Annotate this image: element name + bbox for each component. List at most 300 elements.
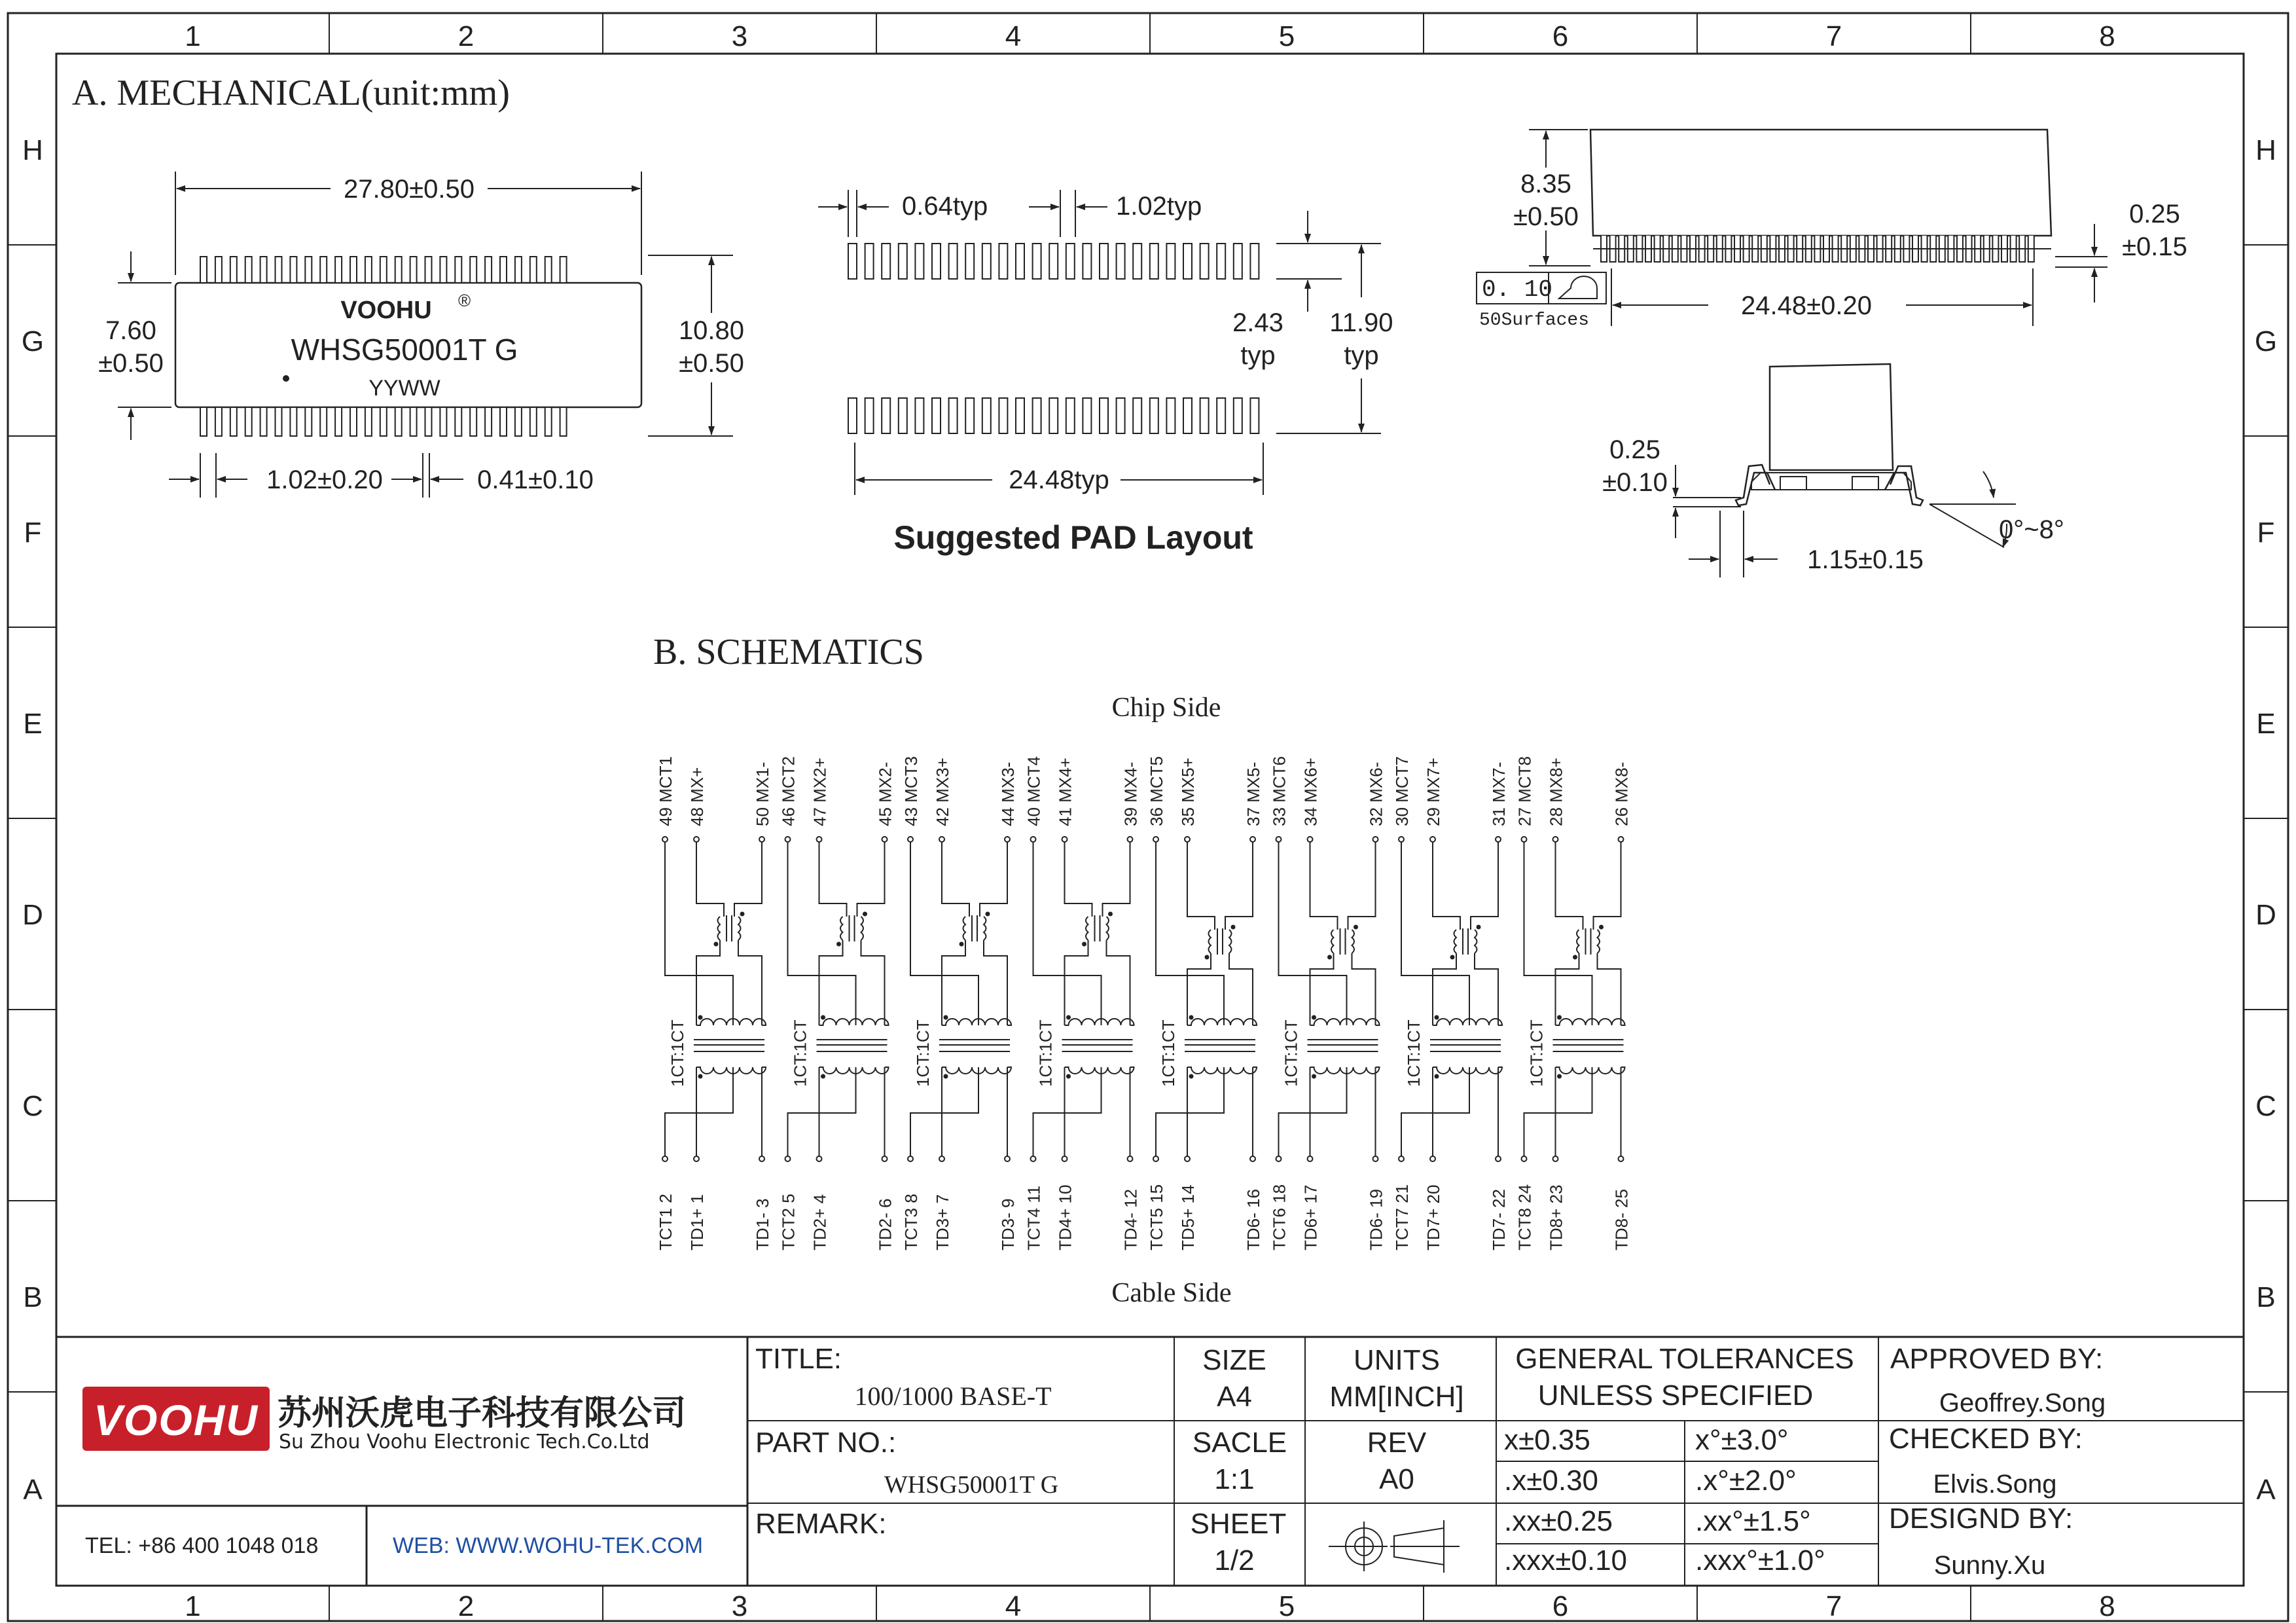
top-pin — [515, 257, 522, 283]
transformer-primary — [1065, 1019, 1134, 1025]
top-view — [98, 172, 744, 498]
pin-terminal — [759, 1156, 764, 1161]
pin-terminal — [1185, 1156, 1190, 1161]
pad-top — [848, 244, 857, 279]
zone-column-label: 5 — [1278, 20, 1295, 52]
polarity-dot — [1327, 955, 1332, 960]
part-no-label: PART NO.: — [755, 1427, 897, 1459]
top-pin — [560, 257, 567, 283]
flatness-icon — [1559, 276, 1597, 299]
pin-terminal — [1276, 837, 1282, 842]
zone-row-label: E — [2256, 708, 2276, 740]
pin-terminal — [1430, 837, 1435, 842]
standoff-tol: ±0.15 — [2122, 232, 2187, 261]
pin-terminal — [1430, 1156, 1435, 1161]
coplanarity-note: 50Surfaces — [1479, 310, 1590, 331]
bottom-pin — [350, 407, 357, 436]
tolerance-cell: .x°±2.0° — [1695, 1465, 1797, 1497]
top-pin — [545, 257, 552, 283]
remark-label: REMARK: — [755, 1508, 887, 1540]
pin-terminal — [1250, 1156, 1255, 1161]
pad-bottom — [1234, 398, 1242, 433]
chip-pin-label: 35 MX5+ — [1178, 757, 1198, 826]
wire — [1348, 842, 1376, 930]
zone-column-label: 6 — [1552, 1590, 1569, 1622]
wire — [1471, 842, 1498, 930]
overall-height-dimension — [648, 255, 733, 436]
cable-pin-label: TCT3 8 — [901, 1194, 921, 1250]
company-web[interactable]: WEB: WWW.WOHU-TEK.COM — [393, 1533, 704, 1558]
ratio-label: 1CT:1CT — [1526, 1019, 1547, 1087]
bottom-pin — [230, 407, 237, 436]
pin-terminal — [1522, 837, 1527, 842]
row-span-typ: typ — [1344, 341, 1379, 370]
pin-terminal — [1522, 1156, 1527, 1161]
schematic-channels — [656, 756, 1632, 1250]
zone-row-label: E — [23, 708, 43, 740]
zone-row-label: G — [2254, 325, 2278, 357]
bottom-pin — [560, 407, 567, 436]
pad-layout — [818, 190, 1393, 556]
polarity-dot — [714, 942, 719, 947]
pin-terminal — [1276, 1156, 1282, 1161]
zone-column-label: 1 — [185, 1590, 201, 1622]
pin-terminal — [1153, 1156, 1158, 1161]
pad-top — [899, 244, 907, 279]
cmc-coil — [1352, 930, 1355, 953]
wire — [734, 842, 762, 917]
polarity-dot — [944, 1015, 948, 1020]
zone-column-label: 4 — [1005, 20, 1022, 52]
pad-bottom — [1117, 398, 1125, 433]
pin-terminal — [759, 837, 764, 842]
polarity-dot — [1599, 925, 1604, 930]
polarity-dot — [944, 1074, 948, 1079]
polarity-dot — [1312, 1015, 1316, 1020]
zone-row-label: G — [21, 325, 45, 357]
cmc-coil — [1454, 930, 1457, 953]
pad-top — [999, 244, 1007, 279]
side-height-value: 8.35 — [1520, 170, 1571, 198]
polarity-dot — [1450, 955, 1455, 960]
projection-symbol-icon — [1329, 1520, 1460, 1573]
wire — [1310, 842, 1338, 930]
zone-column-label: 7 — [1825, 1590, 1842, 1622]
zone-row-label: D — [2255, 899, 2276, 931]
bottom-pin — [395, 407, 402, 436]
pin-terminal — [1005, 1156, 1010, 1161]
rev-label: REV — [1367, 1427, 1427, 1459]
pin-terminal — [1062, 1156, 1067, 1161]
chip-pin-label: 39 MX4- — [1121, 761, 1141, 826]
mechanical-title: A. MECHANICAL(unit:mm) — [72, 73, 510, 113]
cable-pin-label: TD7+ 20 — [1424, 1184, 1443, 1250]
cable-pin-label: TD4+ 10 — [1055, 1184, 1075, 1250]
cmc-coil — [984, 917, 986, 940]
wire — [696, 842, 724, 917]
title-block — [56, 1337, 2244, 1586]
wire — [1065, 940, 1088, 1025]
polarity-dot — [1557, 1074, 1562, 1079]
pin-terminal — [662, 837, 668, 842]
wire — [980, 842, 1007, 917]
wire — [857, 842, 885, 917]
wire — [1033, 842, 1102, 1025]
wire — [1279, 842, 1347, 1025]
body-datecode: YYWW — [368, 376, 440, 401]
side-body — [1590, 130, 2051, 236]
wire — [1107, 940, 1130, 1025]
zone-row-label: A — [23, 1474, 43, 1506]
row-span-value: 11.90 — [1329, 308, 1393, 337]
bottom-pin — [200, 407, 207, 436]
polarity-dot — [986, 912, 990, 917]
zone-row-label: D — [22, 899, 43, 931]
zone-row-label: B — [23, 1281, 43, 1313]
chip-pin-label: 48 MX+ — [687, 767, 707, 826]
ratio-label: 1CT:1CT — [1404, 1019, 1424, 1087]
body-height-value: 7.60 — [105, 316, 156, 345]
zone-row-label: C — [22, 1090, 43, 1122]
zone-column-label: 5 — [1278, 1590, 1295, 1622]
top-pin — [380, 257, 387, 283]
pin-terminal — [1031, 837, 1036, 842]
row-length-label: 24.48typ — [1009, 465, 1109, 494]
top-pin — [425, 257, 432, 283]
polarity-dot — [836, 942, 841, 947]
bottom-pin — [305, 407, 312, 436]
wire — [1225, 842, 1253, 930]
cmc-coil — [1209, 930, 1211, 953]
cable-pin-label: TD1- 3 — [753, 1198, 772, 1250]
chip-pin-label: 32 MX6- — [1366, 761, 1386, 826]
approved-label: APPROVED BY: — [1890, 1343, 2104, 1375]
cable-pin-label: TCT4 11 — [1024, 1185, 1044, 1250]
width-dimension-label: 27.80±0.50 — [344, 175, 475, 204]
top-pin — [276, 257, 282, 283]
pad-top — [1217, 244, 1225, 279]
polarity-dot — [1354, 925, 1358, 930]
bottom-pin — [380, 407, 387, 436]
pad-bottom — [1033, 398, 1041, 433]
ratio-label: 1CT:1CT — [913, 1019, 933, 1087]
cable-pin-label: TD8+ 23 — [1546, 1184, 1566, 1250]
transformer-primary — [1310, 1019, 1380, 1025]
pad-bottom — [865, 398, 874, 433]
polarity-dot — [698, 1074, 703, 1079]
cable-pin-label: TD5+ 14 — [1178, 1184, 1198, 1250]
zone-column-label: 2 — [457, 20, 475, 52]
wire — [1433, 953, 1456, 1025]
channel-5 — [1147, 756, 1263, 1250]
pin-terminal — [1128, 1156, 1133, 1161]
part-no-value: WHSG50001T G — [884, 1471, 1059, 1499]
pad-bottom — [1049, 398, 1058, 433]
cable-pin-label: TD6+ 17 — [1300, 1184, 1321, 1250]
channel-2 — [779, 756, 895, 1250]
logo-text: VOOHU — [93, 1396, 259, 1444]
chip-pin-label: 29 MX7+ — [1424, 757, 1443, 826]
pad-bottom — [1150, 398, 1158, 433]
chip-pin-label: 36 MCT5 — [1147, 756, 1166, 826]
pin-terminal — [1399, 837, 1404, 842]
top-pin — [410, 257, 417, 283]
pad-bottom — [999, 398, 1007, 433]
body-brand: VOOHU — [340, 297, 432, 324]
cable-pin-label: TD3+ 7 — [933, 1194, 952, 1250]
units-label: UNITS — [1354, 1344, 1440, 1376]
sheet-label: SHEET — [1190, 1508, 1287, 1540]
title-value: 100/1000 BASE-T — [854, 1381, 1052, 1411]
pin-terminal — [785, 837, 791, 842]
cmc-coil — [840, 917, 843, 940]
body-registered-mark: ® — [458, 291, 471, 310]
transformer-secondary — [696, 1067, 766, 1074]
pad-top — [1250, 244, 1259, 279]
cable-pin-label: TD7- 22 — [1489, 1189, 1509, 1250]
top-pin — [215, 257, 222, 283]
tolerance-table — [1504, 1424, 1825, 1577]
cable-pin-label: TCT2 5 — [778, 1194, 798, 1250]
sheet-value: 1/2 — [1214, 1544, 1255, 1577]
pad-top — [1033, 244, 1041, 279]
pad-bottom — [982, 398, 991, 433]
bottom-pin — [320, 407, 327, 436]
tolerance-cell: .xx°±1.5° — [1695, 1505, 1811, 1537]
bottom-pin — [455, 407, 461, 436]
pad-top — [932, 244, 941, 279]
pad-bottom — [1250, 398, 1259, 433]
pad-top — [1200, 244, 1209, 279]
top-pin — [395, 257, 402, 283]
pin-terminal — [1496, 1156, 1501, 1161]
pin1-dot — [283, 375, 289, 382]
polarity-dot — [1435, 1074, 1439, 1079]
cable-pin-label: TCT6 18 — [1269, 1184, 1289, 1250]
top-pin — [470, 257, 476, 283]
cable-pin-label: TD8- 25 — [1611, 1189, 1632, 1250]
wire — [788, 842, 856, 1025]
transformer-secondary — [942, 1067, 1011, 1074]
wire — [1401, 842, 1469, 1025]
wire — [1524, 842, 1592, 1025]
pin-terminal — [1399, 1156, 1404, 1161]
wire — [861, 940, 885, 1025]
channel-7 — [1392, 756, 1509, 1250]
pad-bottom — [882, 398, 890, 433]
pin-terminal — [1062, 837, 1067, 842]
pin-terminal — [1553, 1156, 1558, 1161]
bottom-pin — [335, 407, 342, 436]
pin-terminal — [1250, 837, 1255, 842]
tolerance-cell: .x±0.30 — [1504, 1465, 1599, 1497]
lead-width-label: 0.41±0.10 — [477, 465, 594, 494]
pin-terminal — [694, 1156, 699, 1161]
zone-column-label: 8 — [2099, 20, 2115, 52]
cmc-coil — [1229, 930, 1232, 953]
pad-bottom — [1217, 398, 1225, 433]
chip-pin-label: 45 MX2- — [875, 761, 895, 826]
title-label: TITLE: — [755, 1343, 842, 1375]
overall-height-value: 10.80 — [678, 316, 745, 345]
pad-bottom — [1183, 398, 1192, 433]
polarity-dot — [863, 912, 867, 917]
pin-terminal — [1373, 837, 1378, 842]
chip-pin-label: 47 MX2+ — [810, 757, 830, 826]
ratio-label: 1CT:1CT — [1035, 1019, 1056, 1087]
cable-pin-label: TD2+ 4 — [810, 1194, 830, 1250]
ratio-label: 1CT:1CT — [1158, 1019, 1178, 1087]
top-pin — [320, 257, 327, 283]
wire — [1598, 953, 1621, 1025]
bottom-pin — [425, 407, 432, 436]
transformer-primary — [819, 1019, 889, 1025]
pin-terminal — [1553, 837, 1558, 842]
wire — [1187, 953, 1211, 1025]
pad-top — [882, 244, 890, 279]
chip-pin-label: 33 MCT6 — [1269, 756, 1289, 826]
polarity-dot — [1435, 1015, 1439, 1020]
channel-3 — [901, 756, 1018, 1250]
body-height-tol: ±0.50 — [98, 349, 164, 378]
zone-column-label: 3 — [731, 20, 748, 52]
pad-top — [1133, 244, 1141, 279]
channel-4 — [1024, 756, 1141, 1250]
pin-terminal — [908, 1156, 913, 1161]
bottom-pin — [530, 407, 537, 436]
polarity-dot — [960, 942, 964, 947]
polarity-dot — [1189, 1015, 1194, 1020]
top-pin — [245, 257, 252, 283]
polarity-dot — [1312, 1074, 1316, 1079]
cable-pin-label: TD2- 6 — [875, 1198, 895, 1250]
pad-length-typ: typ — [1240, 341, 1276, 370]
wire — [1310, 953, 1334, 1025]
polarity-dot — [698, 1015, 703, 1020]
pin-terminal — [1031, 1156, 1036, 1161]
zone-column-label: 7 — [1825, 20, 1842, 52]
pad-bottom — [915, 398, 924, 433]
bottom-pin — [245, 407, 252, 436]
wire — [696, 940, 720, 1025]
pin-terminal — [817, 837, 822, 842]
design-label: DESIGND BY: — [1889, 1503, 2073, 1535]
polarity-dot — [1557, 1015, 1562, 1020]
top-pin — [485, 257, 492, 283]
transformer-secondary — [1556, 1067, 1625, 1074]
chip-pin-label: 28 MX8+ — [1546, 757, 1566, 826]
pad-top — [982, 244, 991, 279]
bottom-pin — [500, 407, 507, 436]
foot-length-label: 1.15±0.15 — [1807, 545, 1924, 574]
top-pin — [440, 257, 446, 283]
tolerance-cell: .xxx°±1.0° — [1695, 1544, 1825, 1577]
zone-row-label: H — [22, 134, 43, 166]
bottom-pin — [215, 407, 222, 436]
cmc-coil — [1331, 930, 1334, 953]
pad-bottom — [1133, 398, 1141, 433]
transformer-secondary — [1310, 1067, 1380, 1074]
cable-pin-label: TCT5 15 — [1147, 1184, 1166, 1250]
polarity-dot — [1477, 925, 1481, 930]
cable-side-label: Cable Side — [1111, 1278, 1232, 1308]
zone-column-label: 6 — [1552, 20, 1569, 52]
pad-dimensions — [818, 190, 1381, 495]
pin-terminal — [939, 1156, 944, 1161]
transformer-secondary — [1187, 1067, 1257, 1074]
wire — [1475, 953, 1498, 1025]
wire — [1229, 953, 1253, 1025]
tolerance-cell: .xx±0.25 — [1504, 1505, 1613, 1537]
cmc-coil — [718, 917, 721, 940]
polarity-dot — [1573, 955, 1577, 960]
cmc-coil — [861, 917, 864, 940]
cmc-coil — [1475, 930, 1477, 953]
zone-column-label: 1 — [185, 20, 201, 52]
cable-pin-label: TD1+ 1 — [687, 1194, 707, 1250]
polarity-dot — [1189, 1074, 1194, 1079]
pad-bottom — [1066, 398, 1075, 433]
cable-pin-label: TD6- 19 — [1366, 1189, 1386, 1250]
tolerance-cell: .xxx±0.10 — [1504, 1544, 1628, 1577]
scale-value: 1:1 — [1214, 1463, 1255, 1495]
pad-top — [1117, 244, 1125, 279]
cable-pin-label: TCT1 2 — [656, 1194, 675, 1250]
pad-top — [865, 244, 874, 279]
zone-column-label: 2 — [457, 1590, 475, 1622]
wire — [942, 842, 969, 917]
polarity-dot — [1205, 955, 1210, 960]
pin-terminal — [939, 837, 944, 842]
side-leads — [1593, 236, 2051, 262]
tolerance-title-2: UNLESS SPECIFIED — [1537, 1379, 1814, 1412]
size-label: SIZE — [1202, 1344, 1266, 1376]
lead-thickness-value: 0.25 — [1609, 435, 1660, 464]
company-tel: TEL: +86 400 1048 018 — [85, 1533, 319, 1558]
top-pin — [260, 257, 267, 283]
top-pin — [290, 257, 296, 283]
chip-pin-label: 42 MX3+ — [933, 757, 952, 826]
polarity-dot — [740, 912, 745, 917]
bottom-pin — [365, 407, 372, 436]
pin-terminal — [1128, 837, 1133, 842]
pad-bottom — [949, 398, 958, 433]
end-view — [1602, 364, 2064, 577]
chip-pin-label: 46 MCT2 — [778, 756, 798, 826]
chip-pin-label: 26 MX8- — [1611, 761, 1632, 826]
top-pin — [335, 257, 342, 283]
tolerance-title-1: GENERAL TOLERANCES — [1515, 1343, 1854, 1375]
ratio-label: 1CT:1CT — [790, 1019, 810, 1087]
polarity-dot — [1108, 912, 1113, 917]
chip-side-label: Chip Side — [1111, 693, 1221, 723]
zone-row-label: C — [2255, 1090, 2276, 1122]
pin-terminal — [694, 837, 699, 842]
bottom-pin — [290, 407, 296, 436]
body-part-number: WHSG50001T G — [291, 333, 518, 367]
lead-span-label: 24.48±0.20 — [1741, 291, 1872, 320]
pin-terminal — [1308, 1156, 1313, 1161]
pad-top — [1083, 244, 1091, 279]
cable-pin-label: TD4- 12 — [1121, 1189, 1141, 1250]
pad-top — [1066, 244, 1075, 279]
pad-top — [949, 244, 958, 279]
bottom-pin — [515, 407, 522, 436]
pad-length-value: 2.43 — [1232, 308, 1283, 337]
cmc-coil — [1577, 930, 1579, 953]
body-height-dimension — [118, 251, 171, 440]
top-pin — [305, 257, 312, 283]
